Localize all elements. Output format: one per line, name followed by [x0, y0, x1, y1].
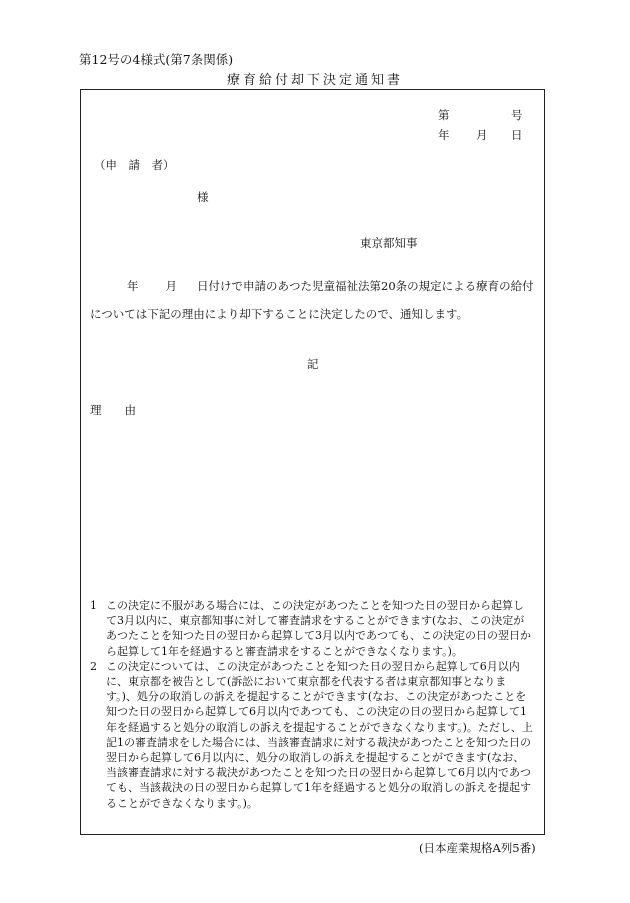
note-item [90, 659, 534, 811]
notice-month: 月 [165, 279, 177, 293]
note-item [90, 598, 534, 659]
honorific-sama: 様 [197, 190, 209, 204]
note-text: この決定については、この決定があつたことを知つた日の翌日から起算して6月以内に、東京都を被告として(訴訟において東京都を代表する者は東京都知事となります。)、処分の取消しの訴えを提起することができます(なお、この決定があつたことを知つた日の翌日から起算して6月以内であつても、この決定の日の翌日から起算して1年を経過すると処分の取消しの訴えを提起することができなくなります。)。ただし、上記1の審査請求をした場合には、当該審査請求に対する裁決があつたことを知つた日の翌日から起算して6月以内に、処分の取消しの訴えを提起することができます(なお、当該審査請求に対する裁決があつたことを知つた日の翌日から起算して6月以内であつても、当該裁決の日の翌日から起算して1年を経過すると処分の取消しの訴えを提起することができなくなります。)。 [106, 659, 533, 810]
applicant-label: （申 請 者） [94, 158, 175, 172]
date-year: 年 [438, 128, 450, 142]
form-code: 第12号の4様式(第7条関係) [79, 52, 234, 67]
document-title: 療育給付却下決定通知書 [226, 73, 403, 88]
number-prefix: 第 [438, 108, 450, 122]
reason-label: 理 由 [90, 403, 136, 417]
number-suffix: 号 [511, 108, 523, 122]
notice-body: 日付けで申請のあつた児童福祉法第20条の規定による療育の給付については下記の理由により却下することに決定したので、通知します。 [90, 279, 534, 321]
notes-section [90, 598, 534, 811]
issuer-name: 東京都知事 [360, 236, 418, 250]
date-day: 日 [511, 128, 523, 142]
date-month: 月 [476, 128, 488, 142]
ki-heading: 記 [307, 357, 319, 371]
note-number: 1 [90, 599, 97, 612]
standard-footnote: (日本産業規格A列5番) [419, 841, 536, 855]
notice-paragraph [90, 272, 535, 328]
notice-year: 年 [127, 279, 139, 293]
note-text: この決定に不服がある場合には、この決定があつたことを知つた日の翌日から起算して3月以内に、東京都知事に対して審査請求をすることができます(なお、この決定があつたことを知つた日の翌日から起算して3月以内であつても、この決定の日の翌日から起算して1年を経過すると審査請求をすることができなくなります。)。 [106, 599, 531, 658]
note-number: 2 [90, 659, 97, 673]
